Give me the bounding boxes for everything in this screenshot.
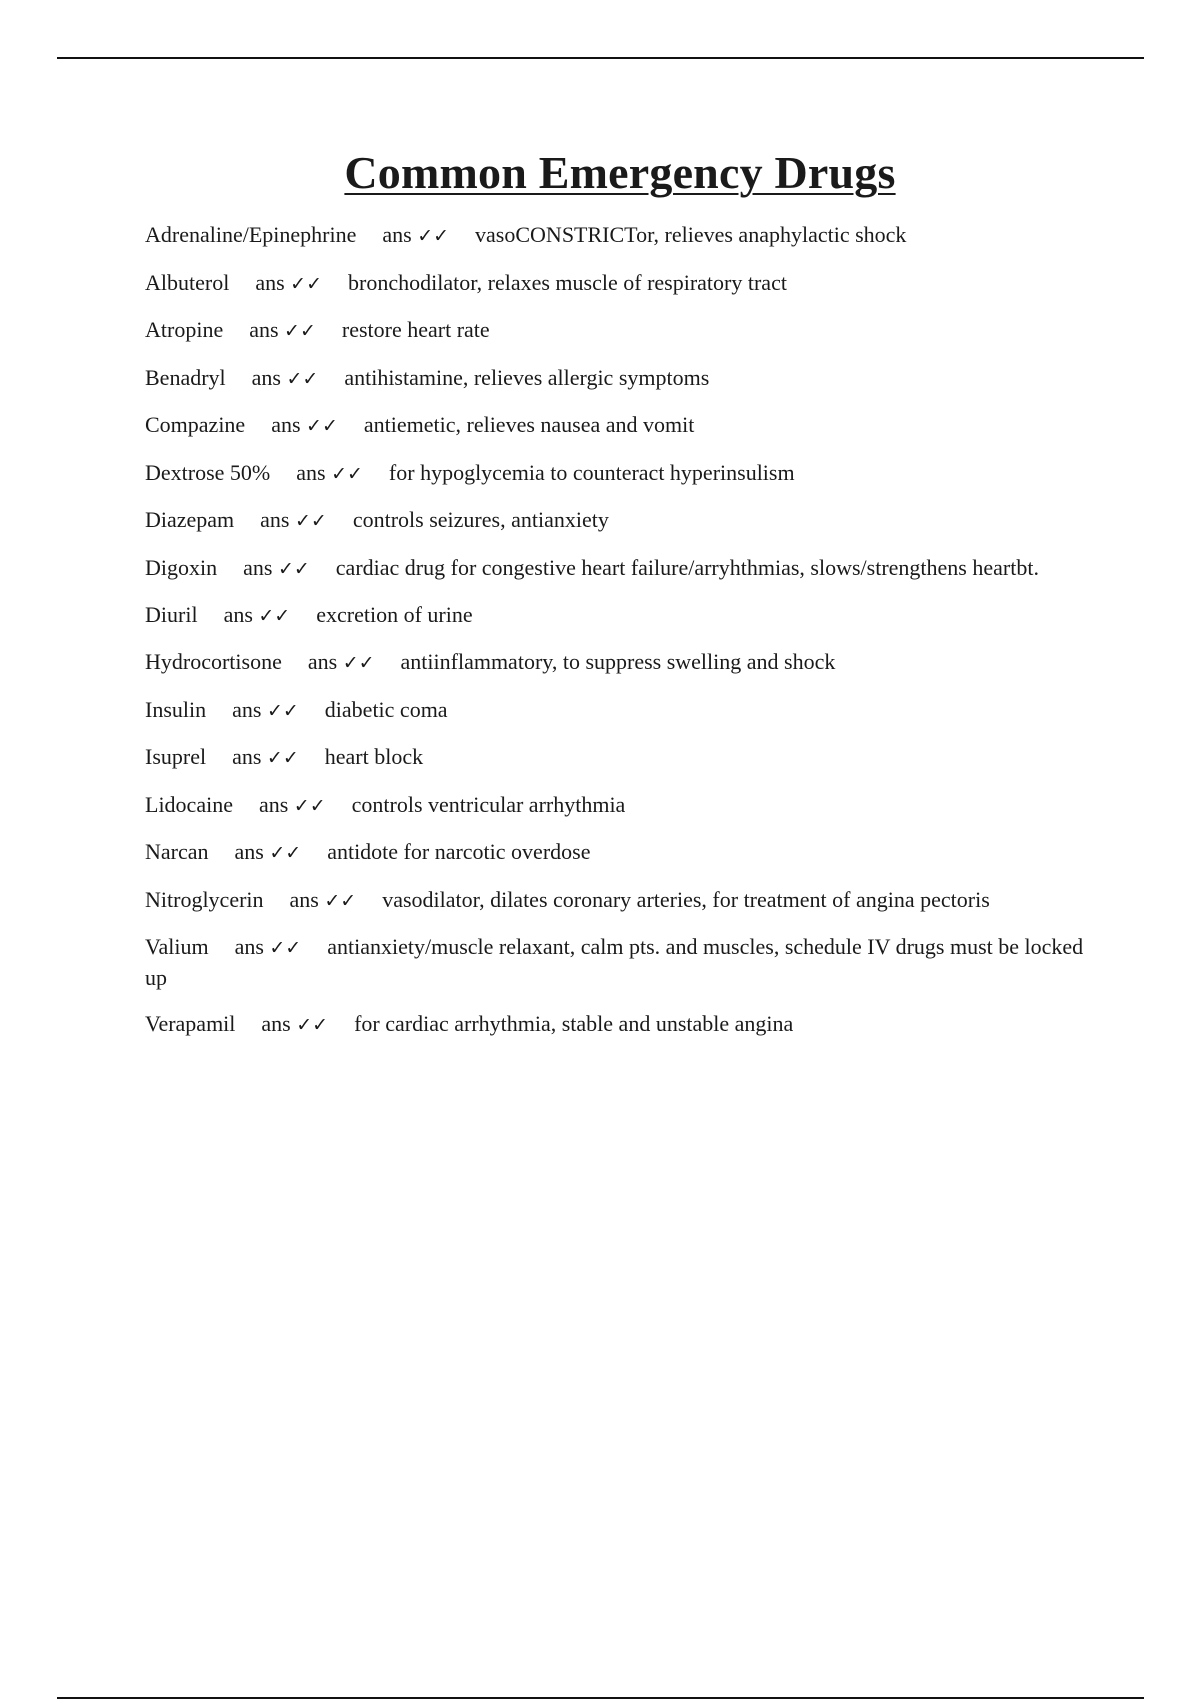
ans-label: ans <box>251 364 281 390</box>
check-icon: ✓✓ <box>290 272 322 295</box>
list-item <box>145 742 1085 773</box>
drug-description: restore heart rate <box>341 317 490 342</box>
drug-description: for hypoglycemia to counteract hyperinsulism <box>388 459 795 485</box>
drug-name: Narcan <box>145 839 209 864</box>
page-title: Common Emergency Drugs <box>344 147 896 198</box>
drug-name: Lidocaine <box>145 791 233 817</box>
drug-description: for cardiac arrhythmia, stable and unstable angina <box>354 1011 794 1036</box>
list-item <box>145 505 1085 536</box>
list-item <box>145 220 1085 251</box>
drug-description: vasodilator, dilates coronary arteries, for treatment of angina pectoris <box>382 886 990 912</box>
ans-label: ans <box>249 317 279 342</box>
list-item <box>145 885 1085 916</box>
list-item <box>145 932 1085 993</box>
ans-label: ans <box>243 554 273 580</box>
drug-description: antidote for narcotic overdose <box>327 839 591 864</box>
drug-name: Hydrocortisone <box>145 649 282 674</box>
drug-list <box>145 220 1085 1057</box>
ans-label: ans <box>296 459 326 485</box>
drug-description: bronchodilator, relaxes muscle of respiratory tract <box>348 269 787 295</box>
ans-label: ans <box>234 839 264 864</box>
check-icon: ✓✓ <box>258 604 291 627</box>
check-icon: ✓✓ <box>417 225 450 247</box>
check-icon: ✓✓ <box>277 557 310 580</box>
list-item <box>145 790 1085 821</box>
check-icon: ✓✓ <box>266 699 299 722</box>
ans-label: ans <box>255 269 285 295</box>
bottom-rule <box>57 1697 1144 1699</box>
list-item <box>145 410 1085 441</box>
check-icon: ✓✓ <box>306 415 338 437</box>
list-item <box>145 647 1085 678</box>
drug-name: Atropine <box>145 317 224 342</box>
drug-name: Digoxin <box>145 554 218 580</box>
ans-label: ans <box>258 791 289 817</box>
list-item <box>145 363 1085 394</box>
drug-description: vasoCONSTRICTor, relieves anaphylactic shock <box>475 222 907 247</box>
list-item <box>145 458 1085 489</box>
drug-name: Isuprel <box>145 744 207 769</box>
check-icon: ✓✓ <box>296 1014 329 1036</box>
list-item <box>145 1009 1085 1040</box>
ans-label: ans <box>289 886 319 912</box>
drug-description: antiemetic, relieves nausea and vomit <box>363 412 695 437</box>
drug-name: Nitroglycerin <box>145 886 264 912</box>
check-icon: ✓✓ <box>342 652 375 674</box>
drug-name: Diazepam <box>145 507 235 532</box>
drug-name: Benadryl <box>145 364 226 390</box>
list-item <box>145 315 1085 346</box>
drug-description: antiinflammatory, to suppress swelling and shock <box>400 649 836 674</box>
ans-label: ans <box>260 507 290 532</box>
drug-description: excretion of urine <box>316 601 473 627</box>
ans-label: ans <box>234 934 264 959</box>
list-item <box>145 553 1085 584</box>
check-icon: ✓✓ <box>269 842 302 864</box>
check-icon: ✓✓ <box>293 794 326 817</box>
check-icon: ✓✓ <box>286 367 319 390</box>
list-item <box>145 837 1085 868</box>
ans-label: ans <box>232 696 262 722</box>
drug-name: Albuterol <box>145 269 230 295</box>
drug-description: controls ventricular arrhythmia <box>351 791 626 817</box>
drug-name: Dextrose 50% <box>145 459 271 485</box>
drug-name: Valium <box>145 934 209 959</box>
drug-name: Adrenaline/Epinephrine <box>145 222 357 247</box>
list-item <box>145 268 1085 299</box>
drug-description: controls seizures, antianxiety <box>352 507 609 532</box>
drug-name: Compazine <box>145 412 246 437</box>
drug-name: Insulin <box>145 696 207 722</box>
ans-label: ans <box>223 601 253 627</box>
check-icon: ✓✓ <box>324 889 357 912</box>
top-rule <box>57 57 1144 59</box>
drug-description: antianxiety/muscle relaxant, calm pts. and muscles, schedule IV drugs must be locked up <box>145 934 1084 990</box>
list-item <box>145 695 1085 726</box>
list-item <box>145 600 1085 631</box>
drug-name: Verapamil <box>145 1011 236 1036</box>
ans-label: ans <box>232 744 262 769</box>
ans-label: ans <box>261 1011 291 1036</box>
check-icon: ✓✓ <box>331 462 363 485</box>
check-icon: ✓✓ <box>269 937 302 959</box>
drug-description: antihistamine, relieves allergic symptoms <box>344 364 710 390</box>
ans-label: ans <box>271 412 301 437</box>
drug-name: Diuril <box>145 601 198 627</box>
ans-label: ans <box>307 649 338 674</box>
drug-description: diabetic coma <box>324 696 448 722</box>
check-icon: ✓✓ <box>295 510 327 532</box>
drug-description: cardiac drug for congestive heart failure/arryhthmias, slows/strengthens heartbt. <box>335 554 1039 580</box>
drug-description: heart block <box>324 744 424 769</box>
ans-label: ans <box>382 222 412 247</box>
check-icon: ✓✓ <box>266 747 299 769</box>
check-icon: ✓✓ <box>284 320 316 342</box>
